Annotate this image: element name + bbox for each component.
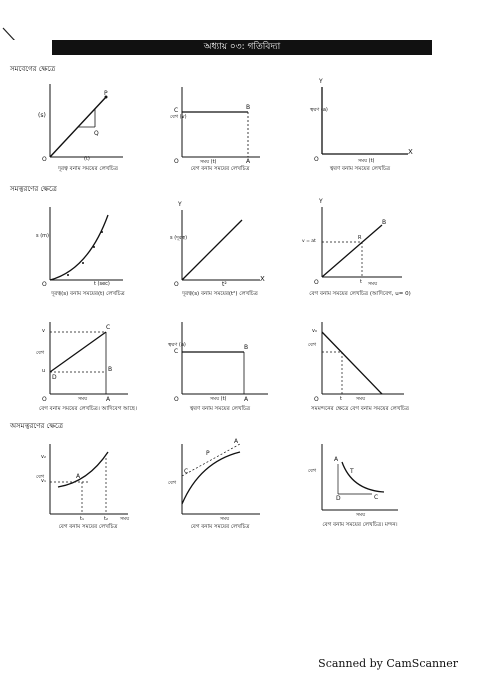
graph-caption: ত্বরণ বনাম সময়ের লেখচিত্র [329,166,391,172]
graph-caption: দূরত্ব(s) বনাম সময়ের(t²) লেখচিত্র [182,291,258,297]
graph-caption: বেগ বনাম সময়ের লেখচিত্র [190,166,250,172]
graph-caption: বেগ বনাম সময়ের লেখচিত্র (আদিবেগ, u= 0) [309,291,411,297]
graph-distance-time-squared: s (দূরত্ব) t² O X Y দূরত্ব(s) বনাম সময়ের(t²) লেখচিত্র [160,195,280,305]
graph-nonuniform-deceleration: বেগ সময় A C D T বেগ বনাম সময়ের লেখচিত্র। মন্দন। [300,432,420,542]
chapter-title: অধ্যায় ০৩: গতিবিদ্যা [52,40,432,55]
graph-caption: দূরত্ব(s) বনাম সময়ের(t) লেখচিত্র [51,291,125,297]
graph-acceleration-time-zero: ত্বরণ (a) সময় (t) O X Y ত্বরণ বনাম সময়ের লেখচিত্র [300,72,420,182]
graph-caption: বেগ বনাম সময়ের লেখচিত্র [58,524,118,530]
section-nonuniform-acceleration: অসমত্বরণের ক্ষেত্রে [10,422,63,430]
graph-caption: বেগ বনাম সময়ের লেখচিত্র [190,524,250,530]
graph-caption: দূরত্ব বনাম সময়ের লেখচিত্র [58,166,118,172]
graph-distance-time-curve: s (m) t (sec) O দূরত্ব(s) বনাম সময়ের(t) লেখচিত্র [28,195,148,305]
graph-velocity-time-initial: বেগ সময় O A B C D v u বেগ বনাম সময়ের লেখচিত্র। আদিবেগ আছে। [28,312,148,422]
graph-velocity-time-constant: বেগ (v) সময় (t) O C B A বেগ বনাম সময়ের লেখচিত্র [160,72,280,182]
graph-deceleration-velocity-time: বেগ সময় O v₀ t সমমন্দনের ক্ষেত্রে বেগ বনাম সময়ের লেখচিত্র [300,312,420,422]
graph-acceleration-time-constant: ত্বরণ (a) সময় (t) O C B A ত্বরণ বনাম সময়ের লেখচিত্র [160,312,280,422]
scanner-watermark: Scanned by CamScanner [318,657,458,670]
section-uniform-acceleration: সমত্বরণের ক্ষেত্রে [10,185,57,193]
graph-caption: ত্বরণ বনাম সময়ের লেখচিত্র [189,406,251,412]
graph-nonuniform-velocity-1: বেগ সময় A t₁ t₂ v₁ v₂ বেগ বনাম সময়ের লেখচিত্র [28,432,148,542]
graph-distance-time: (s) (t) O P Q দূরত্ব বনাম সময়ের লেখচিত্র [28,72,148,182]
graph-nonuniform-velocity-2: বেগ সময় A C P বেগ বনাম সময়ের লেখচিত্র [160,432,280,542]
graph-caption: সমমন্দনের ক্ষেত্রে বেগ বনাম সময়ের লেখচিত্র [311,406,409,412]
graph-caption: বেগ বনাম সময়ের লেখচিত্র। আদিবেগ আছে। [39,406,137,412]
graph-caption: বেগ বনাম সময়ের লেখচিত্র। মন্দন। [322,522,398,528]
graph-velocity-time-zero-initial: Y সময় O B R t v = at বেগ বনাম সময়ের লেখচিত্র (আদিবেগ, u= 0) [300,195,420,305]
section-uniform-velocity: সমবেগের ক্ষেত্রে [10,65,56,73]
page-corner-mark [0,0,40,40]
